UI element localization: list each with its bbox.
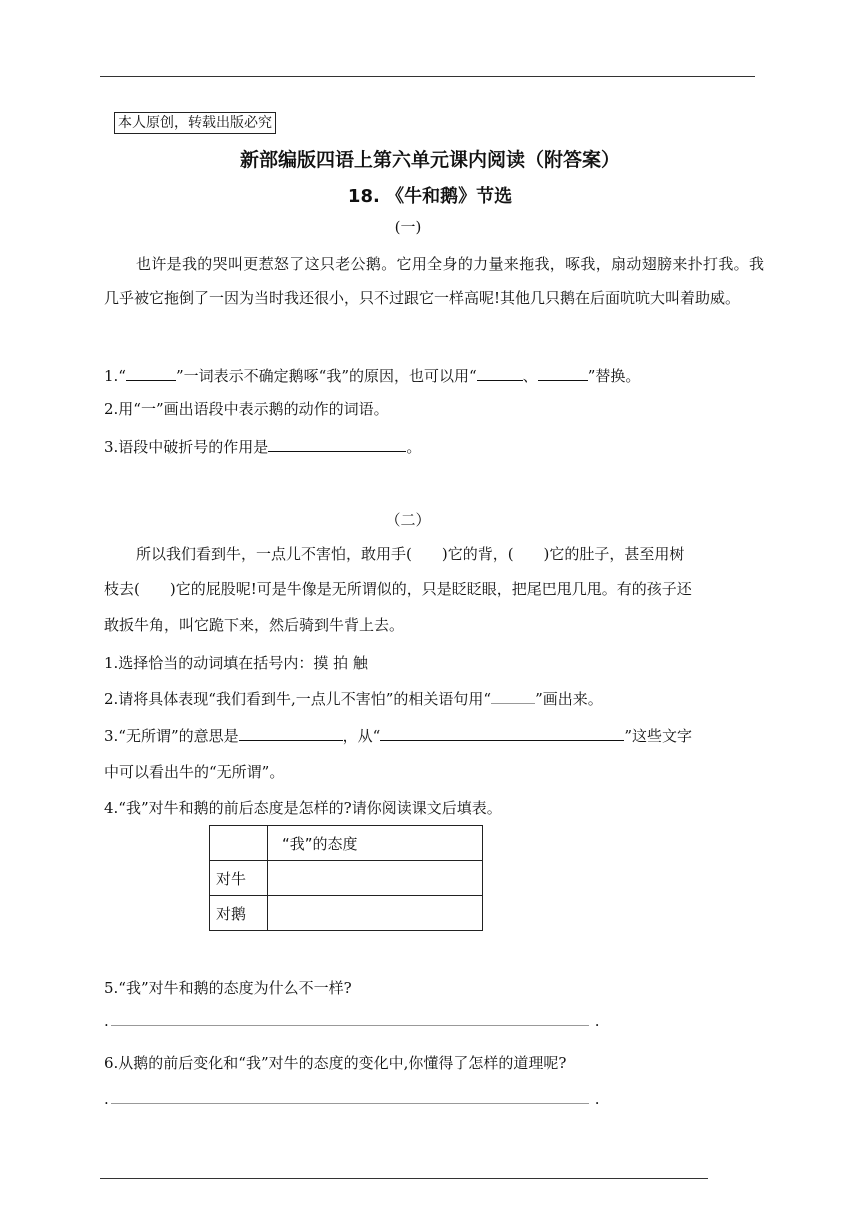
answer-blank[interactable]: [239, 726, 343, 741]
answer-blank[interactable]: [126, 366, 176, 381]
answer-blank[interactable]: [538, 366, 588, 381]
answer-blank[interactable]: [268, 437, 406, 452]
section-one-question-3: 3.语段中破折号的作用是 。: [104, 438, 422, 456]
table-header-row: [210, 826, 483, 861]
answer-line-row: . .: [104, 1090, 600, 1108]
table-answer-cell[interactable]: [268, 861, 483, 896]
section-two-passage-line-1: 所以我们看到牛，一点儿不害怕，敢用手( )它的背，( )它的肚子，甚至用树: [136, 545, 685, 563]
section-two-passage-line-2: 枝去( )它的屁股呢!可是牛像是无所谓似的，只是眨眨眼，把尾巴甩几甩。有的孩子还: [104, 580, 692, 598]
answer-line-row: . .: [104, 1012, 600, 1030]
section-one-passage: 也许是我的哭叫更惹怒了这只老公鹅。它用全身的力量来拖我，啄我，扇动翅膀来扑打我。我几乎被它拖倒了一因为当时我还很小，只不过跟它一样高呢!其他几只鹅在后面吭吭大叫着助威。: [104, 255, 764, 307]
table-answer-cell[interactable]: [268, 896, 483, 931]
section-two-question-4: 4.“我”对牛和鹅的前后态度是怎样的?请你阅读课文后填表。: [104, 799, 502, 817]
section-two-question-5: 5.“我”对牛和鹅的态度为什么不一样?: [104, 979, 352, 997]
footer-rule: [100, 1178, 708, 1179]
answer-line[interactable]: [111, 1013, 589, 1026]
attitude-table: [209, 825, 483, 931]
underline-sample: [491, 689, 535, 704]
section-one-heading: (一): [394, 218, 422, 236]
table-header-cell: “我”的态度: [268, 826, 483, 861]
table-row: [210, 896, 483, 931]
answer-blank[interactable]: [477, 366, 523, 381]
section-two-heading: （二）: [385, 511, 431, 529]
table-row-label: 对牛: [210, 861, 268, 896]
section-two-question-1: 1.选择恰当的动词填在括号内：摸 拍 触: [104, 654, 368, 672]
section-one-question-2: 2.用“一”画出语段中表示鹅的动作的词语。: [104, 400, 389, 418]
section-two-question-3-continued: 中可以看出牛的“无所谓”。: [104, 763, 285, 781]
table-row: [210, 861, 483, 896]
section-two-passage-line-3: 敢扳牛角，叫它跪下来，然后骑到牛背上去。: [104, 616, 405, 634]
answer-blank[interactable]: [380, 726, 624, 741]
header-rule: [100, 76, 755, 77]
copyright-stamp: 本人原创，转载出版必究: [114, 112, 276, 134]
table-header-cell: [210, 826, 268, 861]
section-two-question-6: 6.从鹅的前后变化和“我”对牛的态度的变化中,你懂得了怎样的道理呢?: [104, 1054, 567, 1072]
lesson-subtitle: 18. 《牛和鹅》节选: [347, 186, 513, 207]
answer-line[interactable]: [111, 1091, 589, 1104]
section-two-question-2: 2.请将具体表现“我们看到牛,一点儿不害怕”的相关语句用“ ”画出来。: [104, 690, 603, 708]
page-title: 新部编版四语上第六单元课内阅读（附答案）: [239, 149, 620, 171]
section-two-question-3: 3.“无所谓”的意思是 ，从“ ”这些文字: [104, 727, 692, 745]
section-one-question-1: 1.“ ”一词表示不确定鹅啄“我”的原因，也可以用“ 、 ”替换。: [104, 367, 641, 385]
table-row-label: 对鹅: [210, 896, 268, 931]
